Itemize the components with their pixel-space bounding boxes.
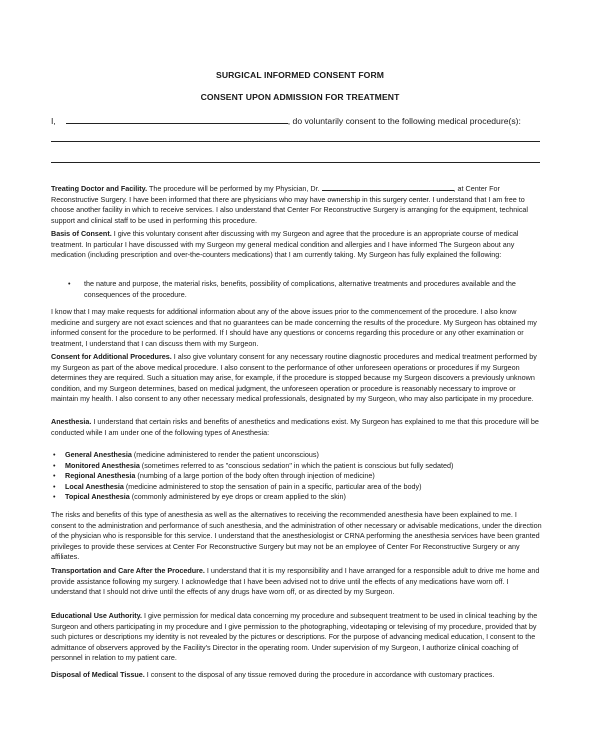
list-item bbox=[51, 471, 543, 482]
risks-body: The risks and benefits of this type of anesthesia as well as the alternatives to receiving the recommended anesthesia have been explained to me. I consent to the administration and performance of such anesthesia, and the administration of other necessary or advisable medications, under the direction of the physician who is responsible for this service. I understand that the anesthesiologist or CRNA performing the anesthesia services have been granted privileges to provide these services at Center For Reconstructive Surgery but may not be an employee of Center For Reconstructive Surgery or any affiliates. bbox=[51, 510, 542, 562]
form-subtitle: CONSENT UPON ADMISSION FOR TREATMENT bbox=[200, 92, 400, 102]
basis-heading: Basis of Consent. bbox=[51, 229, 112, 238]
bullet-icon: • bbox=[53, 450, 56, 459]
section-anesthesia bbox=[51, 417, 543, 438]
transport-heading: Transportation and Care After the Procedure. bbox=[51, 566, 205, 575]
anesthesia-term: General Anesthesia bbox=[65, 450, 132, 459]
basis-bullet-list bbox=[51, 279, 543, 300]
list-item bbox=[51, 482, 543, 493]
section-educational-use bbox=[51, 611, 543, 664]
procedure-blank-line-1[interactable] bbox=[51, 141, 540, 142]
list-item bbox=[51, 279, 543, 300]
bullet-icon: • bbox=[53, 481, 56, 491]
anesthesia-term: Monitored Anesthesia bbox=[65, 460, 140, 470]
educational-body: I give permission for medical data concerning my procedure and subsequent treatment to be used in clinical teaching by the Surgeon and others participating in my procedure and I give permission to the photographing, videotaping or televising of my procedure, provided that by such pictures or descriptions my identity is not revealed by the pictures or descriptions. For the purpose of advancing medical education, I consent to the admittance of observers approved by the Facility's Director in the operating room. Under supervision of my Surgeon, I authorize clinical coaching of personnel in relation to my patient care. bbox=[51, 611, 538, 663]
section-additional-procedures bbox=[51, 352, 543, 405]
disposal-heading: Disposal of Medical Tissue. bbox=[51, 670, 145, 679]
additional-body: I also give voluntary consent for any necessary routine diagnostic procedures and medical treatment performed by my Surgeon as part of the above medical procedure. I also consent to the performance of other unforeseen operations or procedures if my Surgeon determines they are required. Such a situation may arise, for example, if the procedure is stopped because my Surgeon discovers a previously unknown condition, and my Surgeon determines, based on medical judgment, the unforeseen operation or procedure is reasonably necessary to improve or maintain my health. I also consent to any other necessary medical professionals, designated by my Surgeon, who may also participate in my procedure. bbox=[51, 352, 537, 404]
section-knowledge bbox=[51, 307, 543, 349]
bullet-icon: • bbox=[53, 471, 56, 480]
knowledge-body: I know that I may make requests for additional information about any of the above issues prior to the commencement of the procedure. I also know medicine and surgery are not exact sciences and that no guarantees can be made concerning the results of the procedure. My Surgeon has obtained my informed consent for the procedure to be performed. If I should have any questions or concerns regarding this procedure or any other examination or treatment, I understand that I can discuss them with my Surgeon. bbox=[51, 307, 537, 348]
anesthesia-term: Regional Anesthesia bbox=[65, 471, 136, 480]
basis-body: I give this voluntary consent after discussing with my Surgeon and agree that the procedure is an appropriate course of medical treatment. In particular I have discussed with my Surgeon my general medical condition and allergies and I have informed The Surgeon about any medication (including prescription and over-the-counters medications) that I am currently taking. My Surgeon has fully explained the following: bbox=[51, 229, 519, 260]
basis-bullet-text: the nature and purpose, the material risks, benefits, possibility of complications, alternative treatments and procedures available and the consequences of the procedure. bbox=[84, 279, 516, 299]
additional-heading: Consent for Additional Procedures. bbox=[51, 352, 172, 361]
anesthesia-desc: (sometimes referred to as "conscious sedation" in which the patient is conscious but fully sedated) bbox=[139, 460, 454, 470]
anesthesia-desc: (commonly administered by eye drops or cream applied to the skin) bbox=[129, 492, 346, 501]
anesthesia-term: Topical Anesthesia bbox=[65, 492, 130, 501]
patient-name-blank[interactable] bbox=[66, 115, 288, 124]
section-disposal bbox=[51, 670, 543, 681]
anesthesia-type-list bbox=[51, 450, 543, 503]
section-treating-doctor bbox=[51, 183, 543, 226]
treating-heading: Treating Doctor and Facility. bbox=[51, 184, 148, 193]
section-basis-of-consent bbox=[51, 229, 543, 261]
anesthesia-desc: (numbing of a large portion of the body often through injection of medicine) bbox=[135, 471, 375, 480]
anesthesia-desc: (medicine administered to render the patient unconscious) bbox=[131, 450, 319, 459]
disposal-body: I consent to the disposal of any tissue removed during the procedure in accordance with customary practices. bbox=[144, 670, 495, 679]
section-anesthesia-risks bbox=[51, 510, 543, 563]
list-item bbox=[51, 492, 543, 503]
section-transportation bbox=[51, 566, 543, 598]
treating-after-blank: , at Center For Reconstructive Surgery. I have been informed that there are physicians who may have ownership in this surgery center. I understand that I am free to choose another facility in which to receive services. I also understand that Center For Reconstructive Surgery is arranging for the equipment, technical support and clinical staff to be used in performing this procedure. bbox=[51, 184, 529, 225]
list-item bbox=[51, 450, 543, 461]
consent-intro-line bbox=[51, 115, 521, 126]
bullet-icon: • bbox=[53, 492, 56, 501]
treating-before-blank: The procedure will be performed by my Physician, Dr. bbox=[147, 184, 322, 193]
transport-body: I understand that it is my responsibility and I have arranged for a responsible adult to drive me home and provide assistance following my surgery. I acknowledge that I have been advised not to drive until the effects of any medications have worn off. I understand that I should not drive until the effects of any drugs have worn off, or as directed by my Surgeon. bbox=[51, 566, 540, 597]
bullet-icon: • bbox=[68, 279, 71, 288]
anesthesia-term: Local Anesthesia bbox=[65, 481, 124, 491]
procedure-blank-line-2[interactable] bbox=[51, 162, 540, 163]
educational-heading: Educational Use Authority. bbox=[51, 611, 143, 620]
bullet-icon: • bbox=[53, 460, 56, 470]
intro-suffix: , do voluntarily consent to the following medical procedure(s): bbox=[287, 116, 521, 126]
list-item bbox=[51, 461, 543, 472]
anesthesia-body: I understand that certain risks and benefits of anesthetics and medications exist. My Surgeon has explained to me that this procedure will be conducted while I am under one of the following types of Anesthesia: bbox=[51, 417, 539, 437]
form-title: SURGICAL INFORMED CONSENT FORM bbox=[215, 70, 385, 80]
anesthesia-heading: Anesthesia. bbox=[51, 417, 92, 426]
intro-prefix: I, bbox=[51, 116, 56, 126]
anesthesia-desc: (medicine administered to stop the sensation of pain in a specific, particular area of the body) bbox=[123, 481, 422, 491]
physician-name-blank[interactable] bbox=[322, 183, 454, 191]
